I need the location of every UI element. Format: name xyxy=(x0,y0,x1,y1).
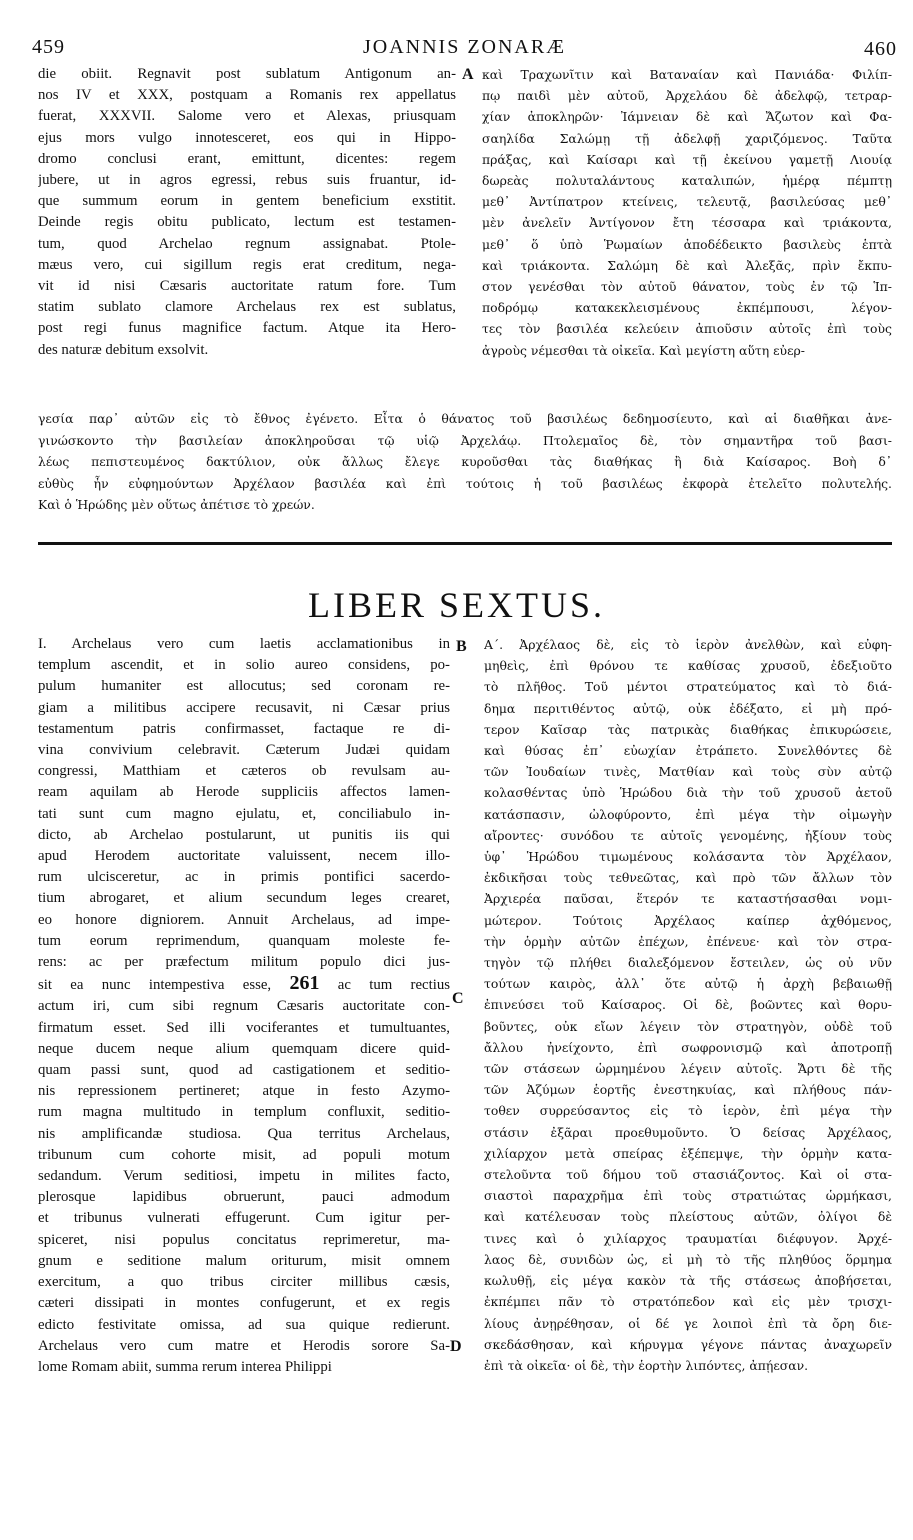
text-line: λέως πεπιστευμένος δακτύλιον, οὐκ ἄλλως ἔλεγε κυροῦσθαι τὰς διαθήκας ἢ διὰ Καίσαρος. Βοὴ δ᾽ xyxy=(38,454,892,470)
text-line: rum magna multitudo in templum confluxit, seditio- xyxy=(38,1104,450,1121)
text-line: μηθεὶς, ἐπὶ θρόνου τε καθίσας χρυσοῦ, ἐδεξιοῦτο xyxy=(484,658,892,674)
text-line: des naturæ debitum exsolvit. xyxy=(38,341,209,358)
text-line: I. Archelaus vero cum laetis acclamationibus in xyxy=(38,636,450,652)
text-line: τὸ πλῆθος. Τοῦ μέντοι στρατεύματος καὶ τὸ διά- xyxy=(484,679,892,695)
text-line: τῶν Ἰουδαίων τινὲς, Ματθίαν καὶ τοὺς σὺν αὐτῷ xyxy=(484,764,892,780)
text-line: tum, quod Archelao regnum assignabat. Ptole- xyxy=(38,235,456,252)
text-line: τερον Καῖσαρ τὰς πατρικὰς διαθήκας ἐπικυρώσειε, xyxy=(484,721,892,737)
text-line: plerosque lapidibus obruerunt, pauci admodum xyxy=(38,1189,450,1206)
text-line: ἐκπέμπει πᾶν τὸ στρατόπεδον καὶ εἰς μὲν τρισχι- xyxy=(484,1294,892,1310)
text-line: quam passi sunt, quod ad castigationem et seditio- xyxy=(38,1062,450,1079)
text-line: firmatum esset. Sed illi vociferantes et tumultuantes, xyxy=(38,1019,450,1036)
text-line: τηγὸν τῷ πλήθει διαλεξόμενον ἔστειλεν, ὡς οὐ νῦν xyxy=(484,955,892,971)
text-line: congressi, Matthiam et cæteros ob revulsam au- xyxy=(38,763,450,780)
text-line: τούτων καιρὸς, ἀλλ᾽ ὅτε αὐτῷ ἡ ἀρχὴ βεβαιωθῇ xyxy=(484,976,892,992)
text-line: templum ascendit, et in solio aureo considens, po- xyxy=(38,657,450,674)
text-line: giam a militibus accipere recusavit, ni Cæsar prius xyxy=(38,699,450,716)
page-number-right: 460 xyxy=(864,38,897,60)
margin-marker-d: D xyxy=(450,1338,462,1355)
text-line: spiceret, nisi populus concitatus reprimeretur, ma- xyxy=(38,1231,450,1248)
main-greek-column xyxy=(484,634,892,1376)
text-line: fuerat, XXXVII. Salome vero et Alexas, priusquam xyxy=(38,108,456,125)
text-line: Καὶ ὁ Ἡρώδης μὲν οὕτως ἀπέτισε τὸ χρεών. xyxy=(38,497,315,513)
text-line: tum eorum reprimendum, quanquam moleste fe- xyxy=(38,932,450,949)
text-line: γεσία παρ᾽ αὐτῶν εἰς τὸ ἔθνος ἐγένετο. Εἶτα ὁ θάνατος τοῦ βασιλέως δεδημοσίευτο, καὶ αἱ διαθῆκαι ἀνε- xyxy=(38,411,892,426)
text-line: Ἀρχιερέα παῦσαι, ἕτερόν τε καταστήσασθαι νομι- xyxy=(484,891,892,907)
text-line: κατάσπασιν, ὠλοφύροντο, ἐπὶ μέγα τὴν οἰμωγὴν xyxy=(484,806,892,822)
running-header xyxy=(30,36,899,62)
text-line: τινες καὶ ὁ χιλίαρχος τραυματίαι διέφυγον. Ἀρχέ- xyxy=(484,1230,892,1246)
text-line: ream aquilam ab Herode suppliciis affectos lamen- xyxy=(38,784,450,801)
text-line: χίαν ἀποκληρῶν· Ἰάμνειαν δὲ καὶ Ἄζωτον καὶ Φα- xyxy=(482,109,892,125)
text-line: mæus vero, cui sigillum regis erat creditum, nega- xyxy=(38,256,456,273)
text-line: dicto, ab Archelao postularunt, ut punitis iis qui xyxy=(38,826,450,843)
text-line: tium abrogaret, et alium secundum leges crearet, xyxy=(38,890,450,907)
text-line: καὶ θύσας ἐπ᾽ εὐωχίαν ἐτράπετο. Συνελθόντες δὲ xyxy=(484,743,892,759)
text-line: μὲν ἀνελεῖν Ἀντίγονον ἔτη τέσσαρα καὶ τριάκοντα, xyxy=(482,215,892,231)
text-line: neque ducem neque alium quemquam dicere quid- xyxy=(38,1040,450,1057)
text-line: vit id nisi Cæsaris auctoritate ratum fore. Tum xyxy=(38,278,456,295)
text-line: sit ea nunc intempestiva esse, 261 ac tum rectius xyxy=(38,973,450,995)
main-latin-column xyxy=(38,634,450,1378)
text-line: σκεδάσθησαν, καὶ κήρυγμα γέγονε πάντας ἀναχωρεῖν xyxy=(484,1336,892,1352)
text-line: eo honore digniorem. Annuit Archelaus, ad impe- xyxy=(38,911,450,928)
inline-page-number: 261 xyxy=(289,973,320,995)
text-line: τὴν ὁρμὴν αὐτῶν ἐπέχων, ἐπένευε· καὶ τὸν στρα- xyxy=(484,933,892,949)
text-line: testamentum patris confirmasset, factaque re di- xyxy=(38,720,450,737)
text-line: γινώσκοντο τὴν βασιλείαν ἀποκληροῦσαι τῷ υἱῷ Ἀρχελάῳ. Πτολεμαῖος δὲ, τὸν σημαντῆρα τοῦ βασι- xyxy=(38,432,892,448)
running-title: JOANNIS ZONARÆ xyxy=(362,36,566,58)
text-line: λαος δὲ, συνιδὼν ὡς, εἰ μὴ τὸ τῆς πληθύος ὅρμημα xyxy=(484,1251,892,1267)
text-line: στελοῦντα τοῦ δήμου τοῦ στασιάζοντος. Καὶ οἱ στα- xyxy=(484,1167,892,1183)
text-line: κωλυθῇ, εἰς μέγα κακὸν τὰ τῆς στάσεως ἀποβήσεται, xyxy=(484,1273,892,1289)
text-line: die obiit. Regnavit post sublatum Antigonum an- xyxy=(38,66,456,82)
text-line: tati sunt cum magno ejulatu, et, conciliabulo in- xyxy=(38,805,450,822)
text-line: que summum eorum in gentem beneficium exstitit. xyxy=(38,193,456,210)
text-line: λίους ἀνῃρέθησαν, οἱ δέ γε λοιποὶ ἐπὶ τὰ ὄρη διε- xyxy=(484,1315,892,1331)
text-line: nos IV et XXX, postquam a Romanis rex appellatus xyxy=(38,87,456,104)
text-line: ἐπὶ τὰ οἰκεῖα· οἱ δὲ, τὴν ἑορτὴν λιπόντες, ἀπῄεσαν. xyxy=(484,1357,809,1373)
text-line: nis amplificandæ studiosa. Qua territus Archelaus, xyxy=(38,1125,450,1142)
margin-marker-b: B xyxy=(456,638,467,655)
text-line: τῶν Ἀζύμων ἑορτῆς ἐνεστηκυίας, καὶ πλήθους πάν- xyxy=(484,1082,892,1098)
text-line: μεθ᾽ ὅ ὑπὸ Ῥωμαίων ἀποδέδεικτο βασιλεὺς ἑπτὰ xyxy=(482,236,892,252)
text-line: sedandum. Verum seditiosi, impetu in milites facto, xyxy=(38,1168,450,1185)
text-line: βοῦντες, οὐκ εἴων λέγειν τὸν στρατηγὸν, οὐδὲ τοῦ xyxy=(484,1018,892,1034)
text-line: rum ulcisceretur, ac in primis pontifici sacerdo- xyxy=(38,869,450,886)
text-line: exercitum, a quo tribus circiter millibus cæsis, xyxy=(38,1274,450,1291)
text-line: Archelaus vero cum matre et Herodis sorore Sa- xyxy=(38,1337,450,1354)
margin-marker-a: A xyxy=(462,66,474,83)
text-line: vina convivium celebravit. Cæterum Judæi quidam xyxy=(38,742,450,759)
text-line: κολασθέντας ὑπὸ Ἡρώδου διὰ τὴν τοῦ χρυσοῦ ἀετοῦ xyxy=(484,785,892,801)
book-title: LIBER SEXTUS. xyxy=(307,585,605,625)
text-line: καὶ τριάκοντα. Σαλώμη δὲ καὶ Ἀλεξᾶς, πρὶν ἔκπυ- xyxy=(482,257,892,273)
text-line: μώτερον. Τούτοις Ἀρχέλαος καίπερ ἀχθόμενος, xyxy=(484,912,892,928)
text-line: et tribunus vulnerati effugerunt. Cum igitur per- xyxy=(38,1210,450,1227)
text-line: actum iri, cum sibi regnum Cæsaris auctoritate con- xyxy=(38,998,450,1015)
text-line: ἐπινεύσει τοῦ Καίσαρος. Οἱ δὲ, βοῶντες καὶ θορυ- xyxy=(484,997,892,1013)
section-rule xyxy=(38,542,892,545)
text-line: ὑφ᾽ Ἡρώδου τιμωμένους κολάσαντα τὸν Ἀρχέλαον, xyxy=(484,849,892,865)
text-line: δωρεὰς πολυταλάντους καταλιπών, ἡμέρᾳ πέμπτῃ xyxy=(482,173,892,189)
text-line: σιαστοὶ παραχρῆμα ἐπὶ τοὺς στρατιώτας ὡρμήκασι, xyxy=(484,1188,892,1204)
text-line: Deinde regis obitu publicato, lectum est testamen- xyxy=(38,214,456,231)
text-line: πράξας, καὶ Καίσαρι καὶ τῇ ἐκείνου γαμετῇ Λιουίᾳ xyxy=(482,151,892,167)
text-line: rens: ac per præfectum militum populo dici jus- xyxy=(38,954,450,971)
text-line: τῶν στάσεων ὡρμημένου λέγειν αὐτοῖς. Ἄρτι δὲ τῆς xyxy=(484,1061,892,1077)
text-line: στον γενέσθαι τὸν αὐτοῦ θάνατον, τοὺς ἐν τῷ Ἱπ- xyxy=(482,279,892,295)
text-line: dromo conclusi erant, emittunt, dicentes: regem xyxy=(38,150,456,167)
text-line: τες τὸν βασιλέα κελεύειν ἀπιοῦσιν αὐτοῖς ἐπὶ τοὺς xyxy=(482,321,892,337)
text-line: pulum humaniter est allocutus; sed coronam re- xyxy=(38,678,450,695)
text-line: αἴροντες· συνόδου τε αὐτοῖς γενομένης, ἠξίουν τοὺς xyxy=(484,827,892,843)
text-line: cæteri dissipati in montes confugerunt, et ex regis xyxy=(38,1295,450,1312)
text-line: μεθ᾽ Ἀντίπατρον κτείνεις, τελευτᾷ, βασιλεύσας μεθ᾽ xyxy=(482,194,892,210)
text-line: apud Herodem auctoritate valuissent, necem illo- xyxy=(38,848,450,865)
text-line: καὶ Τραχωνῖτιν καὶ Βαταναίαν καὶ Πανιάδα· Φιλίπ- xyxy=(482,67,892,82)
text-line: ἄλλου ἠνείχοντο, ἐπὶ σωφρονισμῷ καὶ ἀποτροπῇ xyxy=(484,1039,892,1055)
text-line: gnum e seditione malum oriturum, misit omnem xyxy=(38,1252,450,1269)
text-line: στάσιν ἐξᾶραι προεθυμοῦντο. Ὁ δείσας Ἀρχέλαος, xyxy=(484,1124,892,1140)
text-line: Α΄. Ἀρχέλαος δὲ, εἰς τὸ ἱερὸν ἀνελθὼν, καὶ εὐφη- xyxy=(484,637,892,652)
top-latin-column xyxy=(38,64,456,361)
text-line: καὶ κατέλευσαν τοὺς πλείστους αὐτῶν, ὀλίγοι δὲ xyxy=(484,1209,892,1225)
text-line: σαηλίδα Σαλώμῃ τῇ ἀδελφῇ χαριζόμενος. Ταῦτα xyxy=(482,130,892,146)
text-line: ejus mors vulgo innotesceret, eos qui in Hippo- xyxy=(38,129,456,146)
text-line: jubere, ut in agros egressi, rebus suis fruantur, id- xyxy=(38,172,456,189)
text-line: ἀγροὺς νέμεσθαι τὰ οἰκεῖα. Καὶ μεγίστη αὕτη εὐερ- xyxy=(482,342,805,358)
page-number-left: 459 xyxy=(32,36,65,58)
text-line: ἐκδικῆσαι τοὺς τεθνεῶτας, καὶ πρὸ τῶν ἄλλων τὸν xyxy=(484,870,892,886)
text-line: edicto festivitate omissa, ad sua quique redierunt. xyxy=(38,1316,450,1333)
text-line: πῳ παιδὶ μὲν αὐτοῦ, Ἀρχελάου δὲ ἀδελφῷ, τετραρ- xyxy=(482,88,892,104)
top-greek-column xyxy=(482,64,892,361)
full-width-greek-text xyxy=(38,408,892,516)
text-line: post regi funus magnifice factum. Atque ita Hero- xyxy=(38,320,456,337)
text-line: tribunum cum cohorte misit, ad populi motum xyxy=(38,1146,450,1163)
margin-marker-c: C xyxy=(452,990,464,1007)
text-line: lome Romam abiit, summa rerum interea Philippi xyxy=(38,1358,332,1375)
text-line: χιλίαρχον μετὰ σπείρας ἐξέπεμψε, τὴν ὁρμὴν κατα- xyxy=(484,1145,892,1161)
text-line: nis repressionem pertineret; atque in festo Azymo- xyxy=(38,1083,450,1100)
text-line: ποδρόμῳ κατακεκλεισμένους ἐκπέμπουσι, λέγον- xyxy=(482,300,892,316)
text-line: εὐθὺς ἦν εὐφημούντων Ἀρχέλαον βασιλέα καὶ ἐπὶ τούτοις ἡ τοῦ βασιλέως ἐκφορὰ ἐτελεῖτο πολυτελής. xyxy=(38,475,892,491)
text-line: statim sublato clamore Archelaus rex est sublatus, xyxy=(38,299,456,316)
text-line: δημα περιτιθέντος αὐτῷ, οὐκ ἐδέξατο, εἰ μὴ πρό- xyxy=(484,700,892,716)
text-line: τοθεν συρρεύσαντος εἰς τὸ ἱερὸν, ἐπὶ μέγα τὴν xyxy=(484,1103,892,1119)
